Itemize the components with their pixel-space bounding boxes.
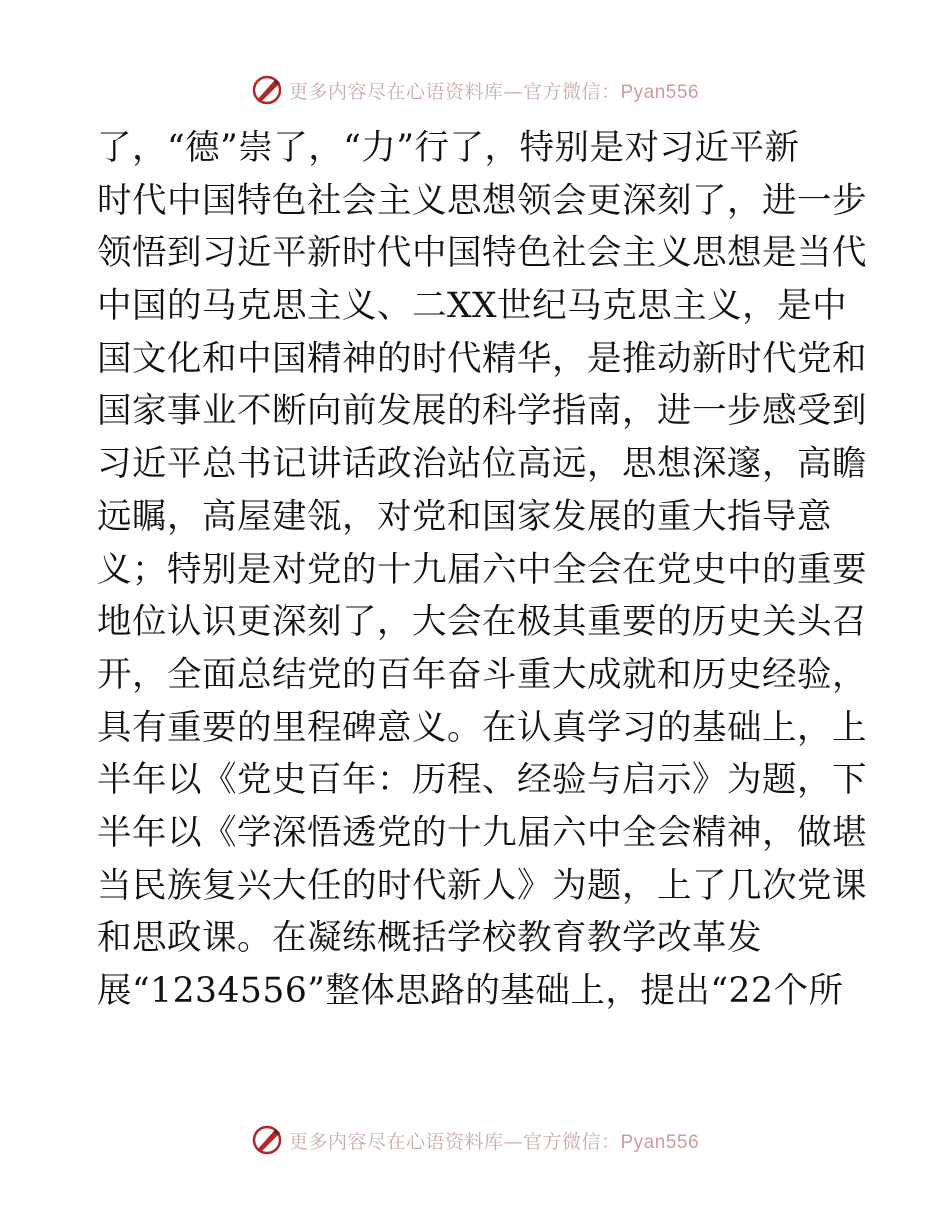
text-line: 中国的马克思主义、二XX世纪马克思主义，是中 (97, 286, 848, 327)
pen-logo-icon (251, 74, 283, 106)
text-line: 领悟到习近平新时代中国特色社会主义思想是当代 (97, 233, 867, 274)
text-line: 义；特别是对党的十九届六中全会在党史中的重要 (97, 549, 867, 590)
text-line: 半年以《学深悟透党的十九届六中全会精神，做堪 (97, 812, 867, 853)
watermark-text: 更多内容尽在心语资料库—官方微信：Pyan556 (288, 80, 700, 103)
text-line: 当民族复兴大任的时代新人》为题，上了几次党课 (97, 865, 867, 906)
text-line: 国家事业不断向前发展的科学指南，进一步感受到 (97, 391, 867, 432)
text-line: 和思政课。在凝练概括学校教育教学改革发 (97, 918, 762, 959)
watermark-text: 更多内容尽在心语资料库—官方微信：Pyan556 (288, 1130, 700, 1153)
text-line: 远瞩，高屋建瓴，对党和国家发展的重大指导意 (97, 496, 832, 537)
watermark-wechat-id: Pyan556 (620, 1131, 700, 1153)
text-line: 国文化和中国精神的时代精华，是推动新时代党和 (97, 338, 867, 379)
watermark-wechat-id: Pyan556 (620, 81, 700, 103)
text-line: 习近平总书记讲话政治站位高远，思想深邃，高瞻 (97, 444, 867, 485)
text-line: 半年以《党史百年：历程、经验与启示》为题，下 (97, 760, 867, 801)
text-line: 地位认识更深刻了，大会在极其重要的历史关头召 (97, 602, 867, 643)
header-watermark (0, 70, 950, 110)
pen-logo-icon (251, 1124, 283, 1156)
text-line: 具有重要的里程碑意义。在认真学习的基础上，上 (97, 707, 867, 748)
footer-watermark (0, 1120, 950, 1160)
text-line: 展“1234556”整体思路的基础上，提出“22个所 (97, 971, 844, 1011)
text-line: 时代中国特色社会主义思想领会更深刻了，进一步 (97, 180, 867, 221)
text-line: 了，“德”崇了，“力”行了，特别是对习近平新 (97, 128, 800, 168)
text-line: 开，全面总结党的百年奋斗重大成就和历史经验， (97, 654, 867, 695)
document-body (97, 122, 867, 1018)
